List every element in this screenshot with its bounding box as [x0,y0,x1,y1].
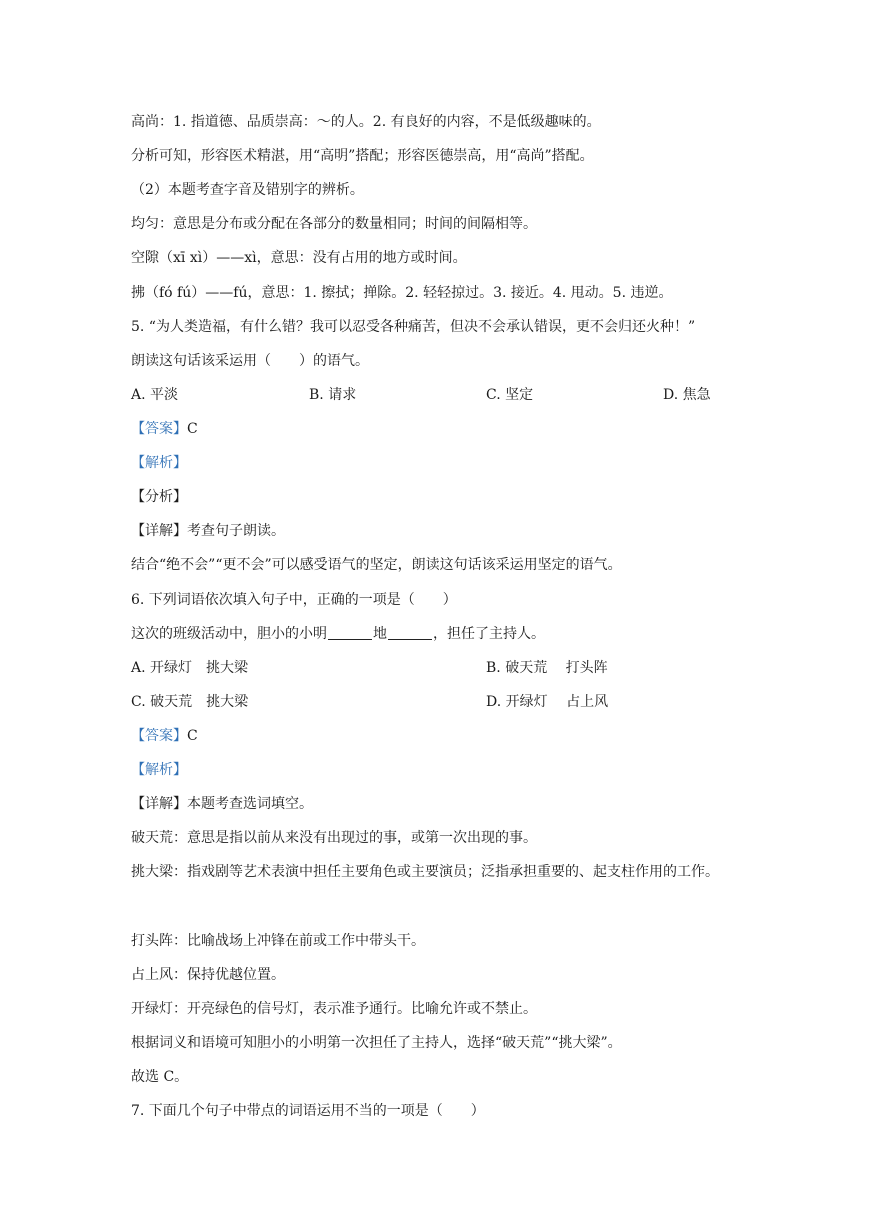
q6-analysis-label: 【解析】 [131,762,187,778]
answer-label: 【答案】 [131,421,187,437]
q6-final-choice: 故选 C。 [131,1069,189,1085]
text-line-gaoshang: 高尚：1. 指道德、品质崇高：～的人。2. 有良好的内容，不是低级趣味的。 [131,114,601,130]
text-line-subquestion-2: （2）本题考查字音及错别字的辨析。 [131,182,364,198]
q6-stem: 6. 下列词语依次填入句子中，正确的一项是（ ） [131,592,457,608]
q6-option-c: C. 破天荒 挑大梁 [131,694,249,710]
q5-option-c: C. 坚定 [486,387,534,403]
q6-explain-datouzhen: 打头阵：比喻战场上冲锋在前或工作中带头干。 [131,933,425,949]
detail-label: 【详解】 [131,523,187,539]
q5-option-d: D. 焦急 [663,387,711,403]
text-line-analysis: 分析可知，形容医术精湛，用“高明”搭配；形容医德崇高，用“高尚”搭配。 [131,148,594,164]
q6-answer [131,726,759,746]
sentence-part-a: 这次的班级活动中，胆小的小明 [131,626,327,642]
text-line-kongxi: 空隙（xī xì）——xì，意思：没有占用的地方或时间。 [131,250,467,266]
text-line-fu: 拂（fó fú）——fú，意思：1. 擦拭；掸除。2. 轻轻掠过。3. 接近。4. 甩动。5. 违逆。 [131,285,673,301]
answer-label: 【答案】 [131,728,187,744]
q6-conclusion: 根据词义和语境可知胆小的小明第一次担任了主持人，选择“破天荒”“挑大梁”。 [131,1035,622,1051]
q5-answer [131,419,759,439]
q5-fenxi-label: 【分析】 [131,489,187,505]
q5-option-a: A. 平淡 [131,387,179,403]
fill-blank [388,625,432,640]
q5-stem-2: 朗读这句话该采运用（ ）的语气。 [131,353,369,369]
answer-value: C [187,728,198,744]
q5-detail [131,521,759,541]
q5-conclusion: 结合“绝不会”“更不会”可以感受语气的坚定，朗读这句话该采运用坚定的语气。 [131,557,622,573]
q6-option-a: A. 开绿灯 挑大梁 [131,660,249,676]
q5-option-b: B. 请求 [309,387,357,403]
q6-option-d: D. 开绿灯 占上风 [486,694,609,710]
q6-detail [131,794,759,814]
detail-text: 本题考查选词填空。 [187,796,313,812]
sentence-part-b: 地 [373,626,387,642]
q7-stem: 7. 下面几个句子中带点的词语运用不当的一项是（ ） [131,1103,485,1119]
text-line-junyun: 均匀：意思是分布或分配在各部分的数量相同；时间的间隔相等。 [131,216,537,232]
fill-blank [328,625,372,640]
q6-option-b: B. 破天荒 打头阵 [486,660,608,676]
q6-explain-tiaodaliang: 挑大梁：指戏剧等艺术表演中担任主要角色或主要演员；泛指承担重要的、起支柱作用的工作。 [131,864,719,880]
q6-sentence [131,624,759,644]
sentence-part-c: ，担任了主持人。 [433,626,545,642]
q5-stem: 5. “为人类造福，有什么错？我可以忍受各种痛苦，但决不会承认错误，更不会归还火种！” [131,319,696,335]
detail-text: 考查句子朗读。 [187,523,285,539]
q6-explain-zhanshangfeng: 占上风：保持优越位置。 [131,967,285,983]
q6-explain-kailvdeng: 开绿灯：开亮绿色的信号灯，表示准予通行。比喻允许或不禁止。 [131,1001,537,1017]
q5-analysis-label: 【解析】 [131,455,187,471]
answer-value: C [187,421,198,437]
detail-label: 【详解】 [131,796,187,812]
q6-explain-potianhuang: 破天荒：意思是指以前从来没有出现过的事，或第一次出现的事。 [131,830,537,846]
